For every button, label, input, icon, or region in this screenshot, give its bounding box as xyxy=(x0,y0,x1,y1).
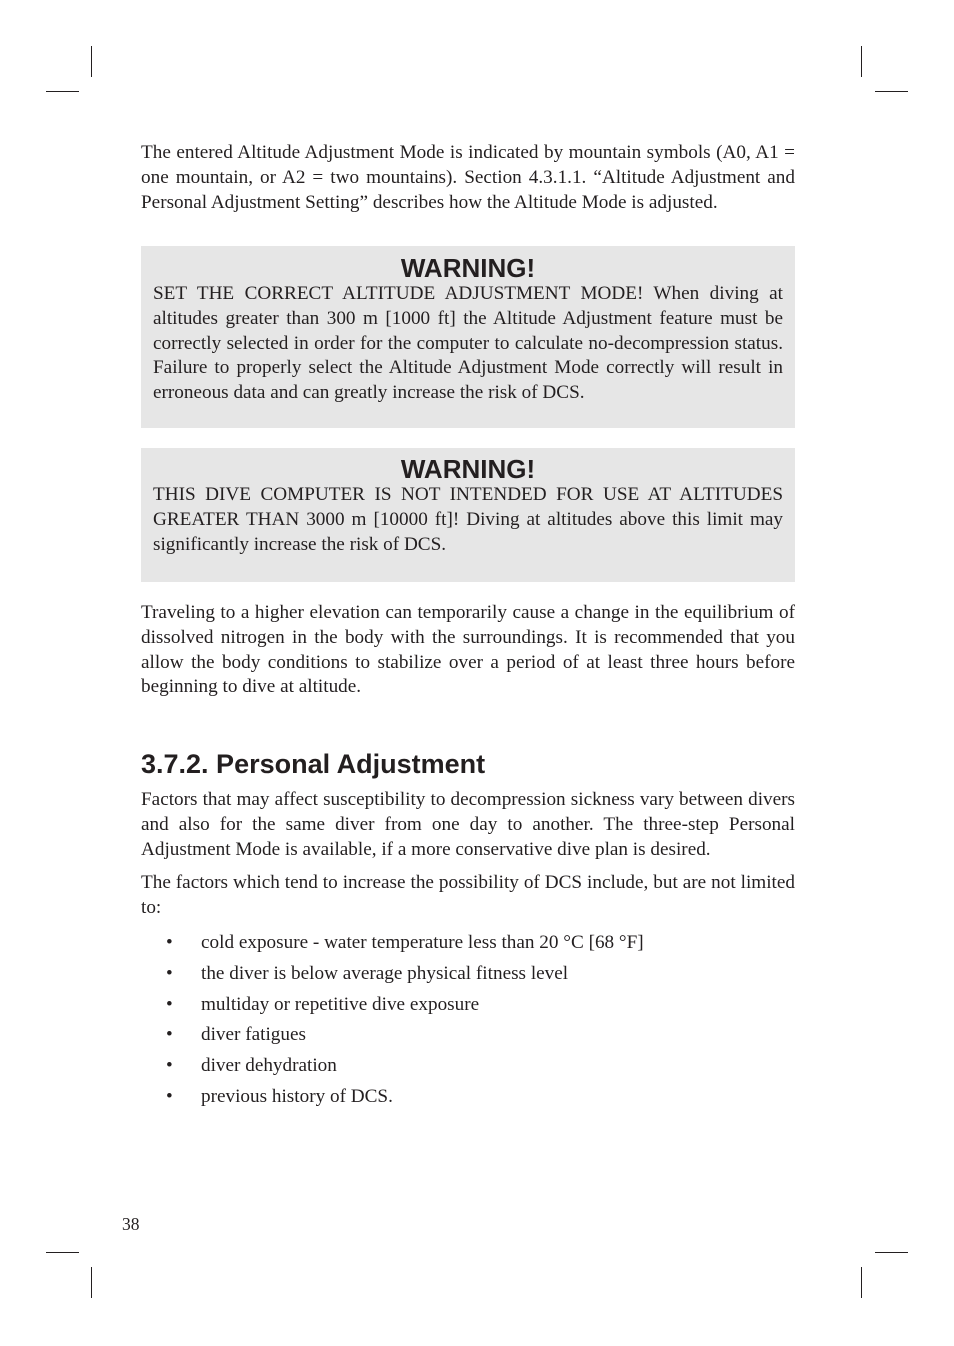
list-item-text: cold exposure - water temperature less than 20 °C [68 °F] xyxy=(201,932,644,953)
warning-box-altitude-limit xyxy=(141,448,795,582)
travel-paragraph: Traveling to a higher elevation can temporarily cause a change in the equilibrium of dissolved nitrogen in the body with the surroundings. It is recommended that you allow the body conditions to stabilize over a period of at least three hours before beginning to dive at altitude. xyxy=(141,602,795,698)
page-number: 38 xyxy=(122,1214,140,1234)
bullet-mark: • xyxy=(166,993,173,1015)
list-item-text: previous history of DCS. xyxy=(201,1085,393,1107)
factors-paragraph: Factors that may affect susceptibility to decompression sickness vary between divers and also for the same diver from one day to another. The three-step Personal Adjustment Mode is available, if a more conservative dive plan is desired. xyxy=(141,789,795,860)
crop-mark xyxy=(861,1267,862,1298)
list-item xyxy=(141,1084,795,1115)
warning-text: THIS DIVE COMPUTER IS NOT INTENDED FOR USE AT ALTITUDES GREATER THAN 3000 m [10000 ft]! Diving at altitudes above this limit may significantly increase the risk of DCS. xyxy=(153,484,783,555)
bullet-mark: • xyxy=(166,962,173,984)
dcs-factors-list xyxy=(141,930,795,1115)
section-heading: 3.7.2. Personal Adjustment xyxy=(141,749,486,779)
list-item xyxy=(141,992,795,1023)
warning-box-altitude-mode xyxy=(141,246,795,428)
crop-mark xyxy=(91,46,92,77)
crop-mark xyxy=(861,46,862,77)
intro-paragraph: The entered Altitude Adjustment Mode is indicated by mountain symbols (A0, A1 = one mountain, or A2 = two mountains). Section 4.3.1.1. “Altitude Adjustment and Personal Adjustment Setting” describes how the Altitude Mode is adjusted. xyxy=(141,142,795,213)
list-item-text: the diver is below average physical fitness level xyxy=(201,962,569,984)
list-item xyxy=(141,1053,795,1084)
warning-title: WARNING! xyxy=(400,253,536,283)
crop-mark xyxy=(875,1252,908,1253)
list-item-text: diver dehydration xyxy=(201,1055,337,1077)
crop-mark xyxy=(91,1267,92,1298)
list-item-text: multiday or repetitive dive exposure xyxy=(201,993,480,1015)
crop-mark xyxy=(46,1252,79,1253)
bullet-mark: • xyxy=(166,1055,173,1077)
list-item-text: diver fatigues xyxy=(201,1024,306,1046)
bullet-mark: • xyxy=(166,1024,173,1046)
bullet-mark: • xyxy=(166,932,173,953)
dcs-factors-intro: The factors which tend to increase the possibility of DCS include, but are not limited to: xyxy=(141,872,795,918)
crop-mark xyxy=(46,91,79,92)
list-item xyxy=(141,1022,795,1053)
crop-mark xyxy=(875,91,908,92)
bullet-mark: • xyxy=(166,1085,173,1107)
warning-title: WARNING! xyxy=(400,454,536,484)
warning-text: SET THE CORRECT ALTITUDE ADJUSTMENT MODE! When diving at altitudes greater than 300 m [1000 ft] the Altitude Adjustment feature must be correctly selected in order for the computer to calculate no-decompression status. Failure to properly select the Altitude Adjustment Mode correctly will result in erroneous data and can greatly increase the risk of DCS. xyxy=(153,283,783,404)
list-item xyxy=(141,961,795,992)
list-item xyxy=(141,930,795,961)
